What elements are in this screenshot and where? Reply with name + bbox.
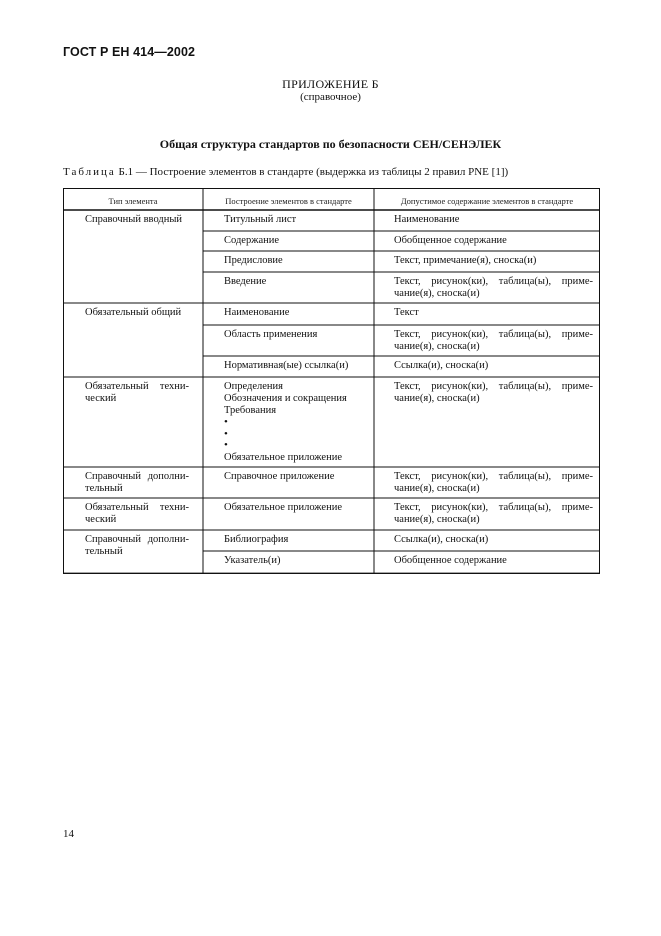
element-cell <box>224 471 369 483</box>
element-type-cell <box>85 534 189 558</box>
element-name: Обозначения и сокращения <box>224 393 347 404</box>
content-cell-line: Текст, рисунок(ки), таблица(ы), приме- <box>394 471 593 482</box>
content-cell <box>394 276 593 300</box>
bullet-marker: • <box>224 439 228 451</box>
page-number: 14 <box>63 828 74 840</box>
element-cell <box>224 329 369 341</box>
element-type-cell <box>85 307 189 319</box>
element-type-cell-line: Обязательный техни- <box>85 502 189 513</box>
content-cell-line: Текст, рисунок(ки), таблица(ы), приме- <box>394 502 593 513</box>
content-cell-line: Обобщенное содержание <box>394 235 507 246</box>
element-name: Справочное приложение <box>224 471 335 482</box>
main-heading: Общая структура стандартов по безопасности СЕН/СЕНЭЛЕК <box>159 137 502 151</box>
element-name: Обязательное приложение <box>224 502 342 513</box>
element-type-cell-line: Справочный дополни- <box>85 471 189 482</box>
element-cell <box>224 555 369 567</box>
appendix-note: (справочное) <box>300 91 361 103</box>
content-cell-line: Текст, рисунок(ки), таблица(ы), приме- <box>394 381 593 392</box>
element-name: Титульный лист <box>224 214 297 225</box>
content-cell-line: Текст <box>394 307 419 318</box>
element-name: Указатель(и) <box>224 555 281 566</box>
element-name: Требования <box>224 405 277 416</box>
element-name: Обязательное приложение <box>224 451 342 463</box>
document-id: ГОСТ Р ЕН 414—2002 <box>63 45 196 59</box>
column-header: Допустимое содержание элементов в стандарте <box>400 196 574 206</box>
element-name: Определения <box>224 381 283 392</box>
element-type-cell <box>85 471 189 495</box>
element-type-cell <box>85 381 189 405</box>
element-type-cell-line: Обязательный техни- <box>85 381 189 392</box>
element-cell <box>224 534 369 546</box>
table-caption-text: Б.1 — Построение элементов в стандарте (выдержка из таблицы 2 правил PNE [1]) <box>115 166 509 178</box>
content-cell-line: Обобщенное содержание <box>394 555 507 566</box>
content-cell-line: Текст, примечание(я), сноска(и) <box>394 255 537 266</box>
content-cell-line: Текст, рисунок(ки), таблица(ы), приме- <box>394 329 593 340</box>
element-type-cell-line: тельный <box>85 483 123 494</box>
element-type-cell <box>85 214 189 226</box>
element-cell <box>224 381 369 464</box>
element-type-cell-line: Справочный дополни- <box>85 534 189 545</box>
element-cell <box>224 502 369 514</box>
content-cell <box>394 555 593 567</box>
element-type-cell <box>85 502 189 526</box>
structure-table <box>63 188 600 574</box>
bullet-marker: • <box>224 416 228 428</box>
element-cell <box>224 276 369 288</box>
content-cell-line: чание(я), сноска(и) <box>394 288 480 299</box>
content-cell-line: Ссылка(и), сноска(и) <box>394 360 489 371</box>
content-cell <box>394 235 593 247</box>
content-cell <box>394 471 593 495</box>
element-name: Наименование <box>224 307 290 318</box>
content-cell <box>394 502 593 526</box>
column-header: Построение элементов в стандарте <box>225 196 352 206</box>
element-name: Предисловие <box>224 255 283 266</box>
element-type-cell-line: ческий <box>85 393 117 404</box>
content-cell-line: чание(я), сноска(и) <box>394 393 480 404</box>
element-cell <box>224 307 369 319</box>
column-header: Тип элемента <box>108 196 158 206</box>
element-name: Область применения <box>224 329 318 340</box>
element-cell <box>224 360 369 372</box>
table-caption <box>63 166 508 178</box>
content-cell <box>394 255 593 267</box>
content-cell-line: Ссылка(и), сноска(и) <box>394 534 489 545</box>
appendix-title: ПРИЛОЖЕНИЕ Б <box>282 77 379 91</box>
element-type-cell-line: ческий <box>85 514 117 525</box>
content-cell-line: чание(я), сноска(и) <box>394 341 480 352</box>
content-cell <box>394 307 593 319</box>
content-cell-line: Наименование <box>394 214 460 225</box>
element-name: Нормативная(ые) ссылка(и) <box>224 360 349 371</box>
content-cell-line: чание(я), сноска(и) <box>394 514 480 525</box>
content-cell <box>394 360 593 372</box>
table-caption-label: Таблица <box>63 166 116 178</box>
element-cell <box>224 235 369 247</box>
element-type-cell-line: Справочный вводный <box>85 214 183 225</box>
content-cell <box>394 381 593 405</box>
bullet-marker: • <box>224 427 228 440</box>
element-cell <box>224 255 369 267</box>
element-type-cell-line: Обязательный общий <box>85 307 182 318</box>
content-cell-line: Текст, рисунок(ки), таблица(ы), приме- <box>394 276 593 287</box>
element-name: Библиография <box>224 534 289 545</box>
content-cell-line: чание(я), сноска(и) <box>394 483 480 494</box>
element-name: Содержание <box>224 235 280 246</box>
element-name: Введение <box>224 276 267 287</box>
element-type-cell-line: тельный <box>85 546 123 557</box>
content-cell <box>394 214 593 226</box>
content-cell <box>394 534 593 546</box>
element-cell <box>224 214 369 226</box>
content-cell <box>394 329 593 353</box>
